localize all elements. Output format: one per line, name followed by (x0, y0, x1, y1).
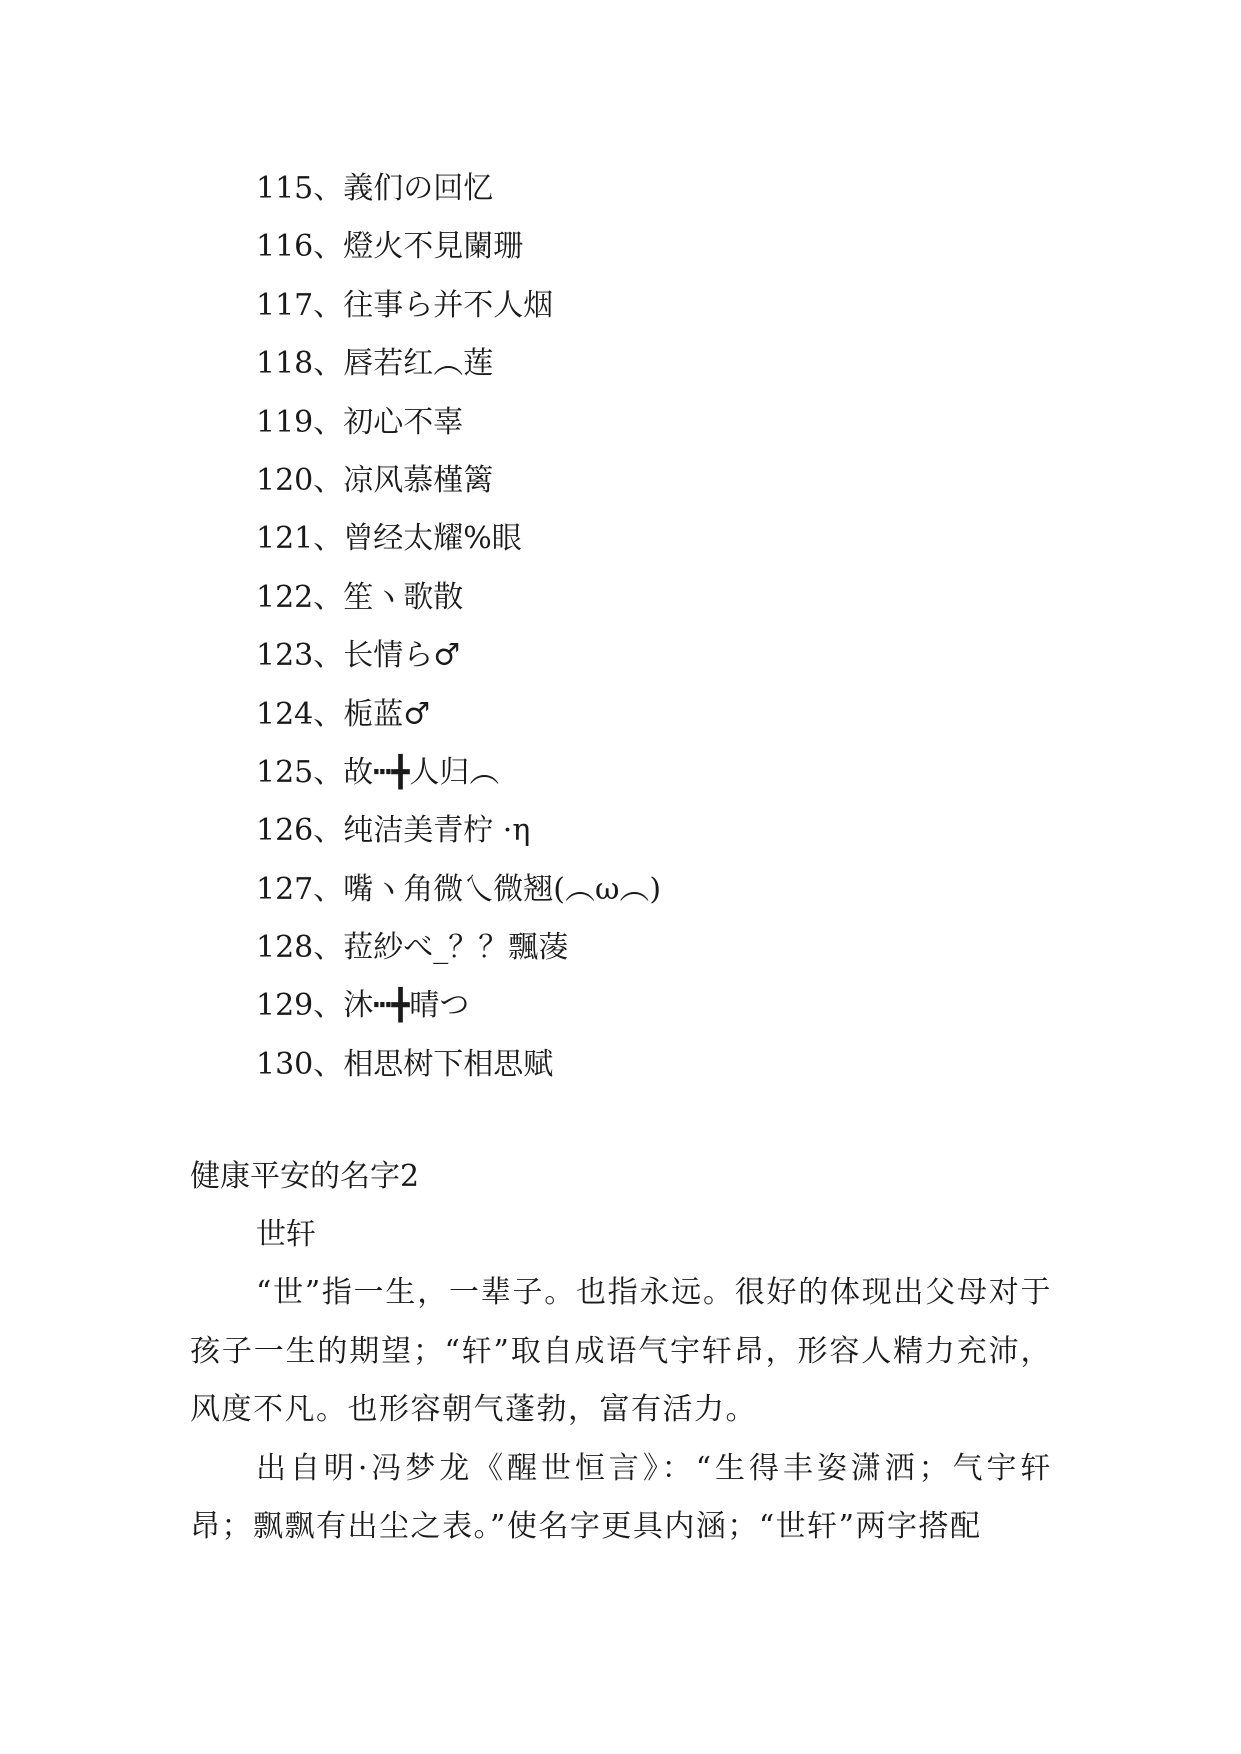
list-item: 122、笙ヽ歌散 (256, 579, 464, 615)
list-item: 121、曾经太耀%眼 (256, 521, 522, 557)
list-item: 128、菈紗べ_？？飄蓤 (256, 930, 569, 966)
list-item: 119、初心不辜 (256, 404, 464, 440)
list-item: 115、義们の回忆 (256, 171, 494, 206)
list-item: 130、相思树下相思赋 (256, 1046, 554, 1082)
list-item: 123、长情ら♂ (256, 638, 461, 674)
list-item: 118、唇若红︵莲 (256, 346, 494, 382)
section-title: 健康平安的名字2 (190, 1159, 420, 1194)
list-item: 129、沐┅╋晴つ (256, 988, 470, 1024)
section (190, 1148, 1052, 1557)
list-item: 120、凉风慕槿篱 (256, 462, 494, 498)
name-list (256, 160, 661, 1094)
name-heading: 世轩 (256, 1217, 316, 1252)
list-item: 127、嘴ヽ角微乀微翘(︵ω︵) (256, 871, 662, 907)
paragraph: 出自明·冯梦龙《醒世恒言》：“生得丰姿潇洒；气宇轩昂；飘飘有出尘之表。”使名字更具内涵；“世轩”两字搭配 (190, 1450, 1052, 1544)
paragraph: “世”指一生，一辈子。也指永远。很好的体现出父母对于孩子一生的期望；“轩”取自成语气宇轩昂，形容人精力充沛，风度不凡。也形容朝气蓬勃，富有活力。 (190, 1275, 1052, 1427)
list-item: 126、纯洁美青柠 ·η (256, 813, 531, 849)
list-item: 117、往事ら并不人烟 (256, 287, 554, 323)
list-item: 124、栀蓝♂ (256, 696, 431, 732)
list-item: 116、燈火不見闌珊 (256, 229, 524, 265)
list-item: 125、故┅╋人归︵ (256, 754, 500, 790)
